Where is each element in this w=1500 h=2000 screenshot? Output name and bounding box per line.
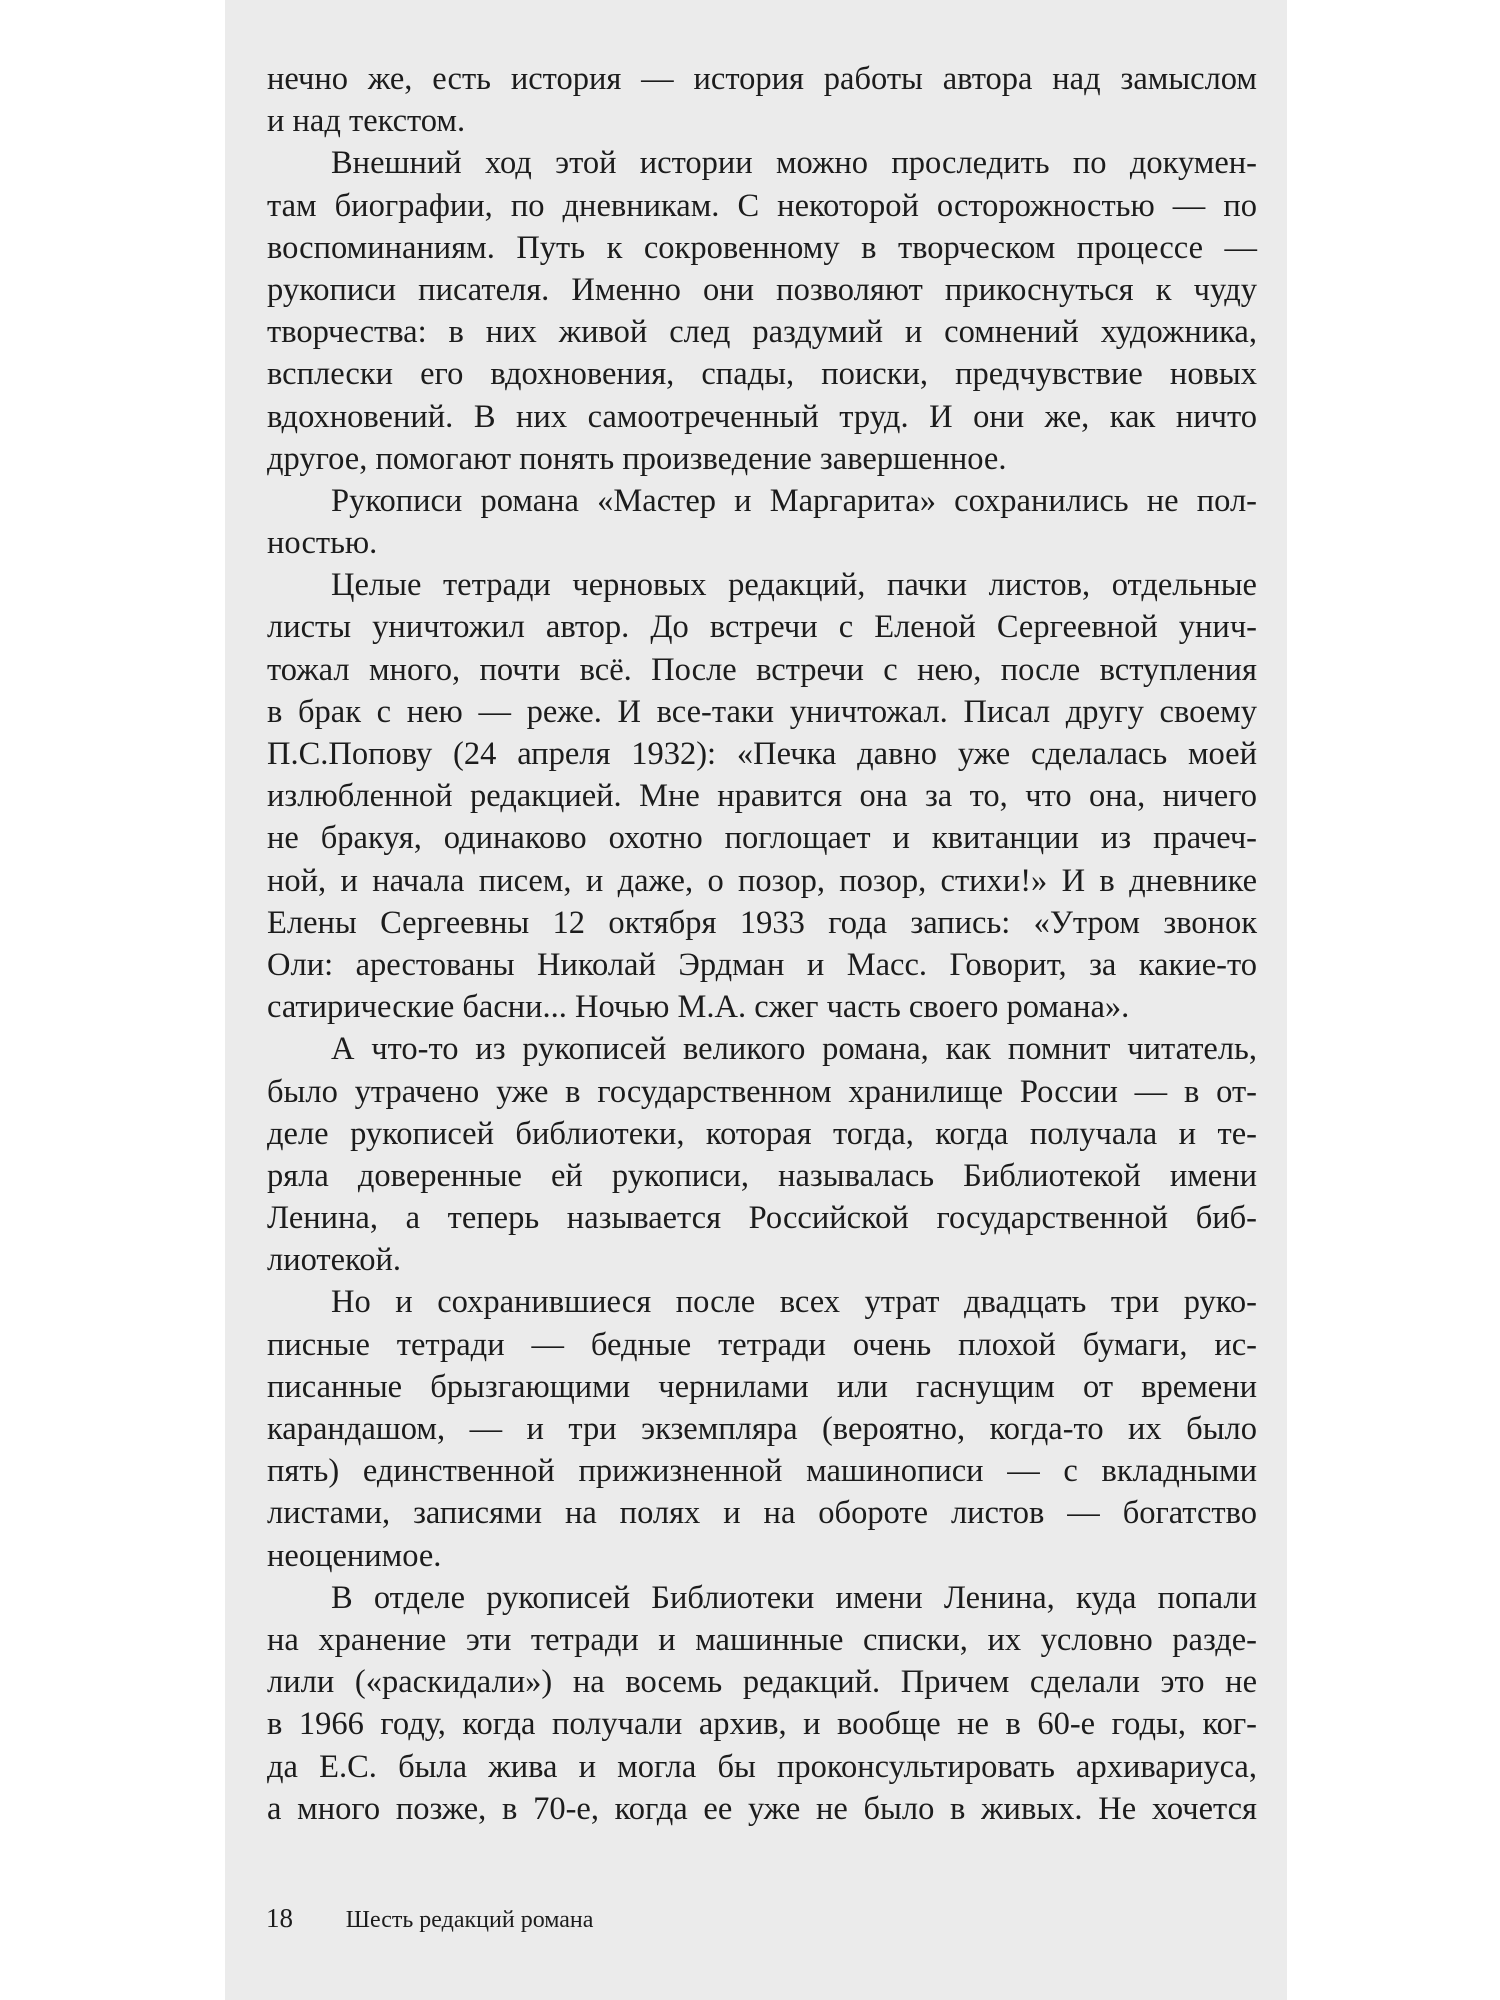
text-line: В отделе рукописей Библиотеки имени Ленина, куда попали <box>331 1579 1257 1616</box>
text-line: вдохновений. В них самоотреченный труд. И они же, как ничто <box>267 398 1257 435</box>
paragraph <box>267 1577 1257 1830</box>
text-line: рукописи писателя. Именно они позволяют прикоснуться к чуду <box>267 271 1257 308</box>
text-line: там биографии, по дневникам. С некоторой осторожностью — по <box>267 187 1257 224</box>
text-line: Но и сохранившиеся после всех утрат двадцать три руко- <box>331 1284 1257 1321</box>
text-line: Ленина, а теперь называется Российской государственной биб- <box>267 1200 1257 1237</box>
text-line: Оли: арестованы Николай Эрдман и Масс. Говорит, за какие-то <box>267 946 1257 983</box>
text-line: ной, и начала писем, и даже, о позор, позор, стихи!» И в дневнике <box>267 862 1257 899</box>
text-line: ностью. <box>267 525 378 562</box>
text-line: Рукописи романа «Мастер и Маргарита» сохранились не пол- <box>331 482 1257 519</box>
paragraph <box>267 1281 1257 1576</box>
text-line: нечно же, есть история — история работы автора над замыслом <box>267 61 1257 97</box>
text-line: Внешний ход этой истории можно проследить по докумен- <box>331 145 1257 182</box>
text-line: лиотекой. <box>267 1242 401 1279</box>
text-line: сатирические басни... Ночью М.А. сжег часть своего романа». <box>267 989 1130 1026</box>
page-footer <box>266 1903 593 1934</box>
text-line: пять) единственной прижизненной машинописи — с вкладными <box>267 1453 1257 1490</box>
text-line: а много позже, в 70-е, когда ее уже не было в живых. Не хочется <box>267 1790 1257 1827</box>
text-line: листами, записями на полях и на обороте листов — богатство <box>267 1495 1257 1532</box>
running-title: Шесть редакций романа <box>345 1907 594 1933</box>
text-line: писанные брызгающими чернилами или гаснущим от времени <box>267 1368 1257 1405</box>
text-line: всплески его вдохновения, спады, поиски, предчувствие новых <box>267 356 1257 393</box>
text-line: в 1966 году, когда получали архив, и вообще не в 60-е годы, ког- <box>267 1706 1257 1743</box>
text-line: не бракуя, одинаково охотно поглощает и квитанции из прачеч- <box>267 820 1257 857</box>
text-line: лили («раскидали») на восемь редакций. Причем сделали это не <box>267 1664 1257 1701</box>
text-line: другое, помогают понять произведение завершенное. <box>267 440 1007 477</box>
paragraph <box>267 564 1257 1028</box>
paragraph <box>267 480 1257 564</box>
text-line: Целые тетради черновых редакций, пачки листов, отдельные <box>331 567 1257 604</box>
text-line: излюбленной редакцией. Мне нравится она за то, что она, ничего <box>267 778 1257 815</box>
text-line: воспоминаниям. Путь к сокровенному в творческом процессе — <box>267 229 1257 266</box>
text-line: А что-то из рукописей великого романа, как помнит читатель, <box>331 1031 1257 1068</box>
text-line: Елены Сергеевны 12 октября 1933 года запись: «Утром звонок <box>267 904 1257 941</box>
text-line: творчества: в них живой след раздумий и сомнений художника, <box>267 314 1257 351</box>
text-line: писные тетради — бедные тетради очень плохой бумаги, ис- <box>267 1326 1257 1363</box>
text-line: да Е.С. была жива и могла бы проконсультировать архивариуса, <box>267 1748 1257 1785</box>
text-line: в брак с нею — реже. И все-таки уничтожал. Писал другу своему <box>267 693 1257 730</box>
paragraph <box>267 58 1257 142</box>
text-line: карандашом, — и три экземпляра (вероятно, когда-то их было <box>267 1411 1257 1447</box>
page-number: 18 <box>266 1903 293 1933</box>
text-line: тожал много, почти всё. После встречи с нею, после вступления <box>267 651 1257 688</box>
text-line: на хранение эти тетради и машинные списки, их условно разде- <box>267 1621 1257 1658</box>
text-line: П.С.Попову (24 апреля 1932): «Печка давно уже сделалась моей <box>267 736 1257 772</box>
text-line: было утрачено уже в государственном хранилище России — в от- <box>267 1073 1257 1110</box>
text-line: и над текстом. <box>267 103 466 140</box>
paragraph <box>267 142 1257 480</box>
text-line: деле рукописей библиотеки, которая тогда, когда получала и те- <box>267 1115 1257 1152</box>
text-line: ряла доверенные ей рукописи, называлась Библиотекой имени <box>267 1157 1257 1194</box>
body-text <box>267 58 1257 1830</box>
paragraph <box>267 1028 1257 1281</box>
book-page <box>225 0 1287 2000</box>
text-line: неоценимое. <box>267 1537 442 1574</box>
text-line: листы уничтожил автор. До встречи с Еленой Сергеевной унич- <box>267 609 1257 646</box>
